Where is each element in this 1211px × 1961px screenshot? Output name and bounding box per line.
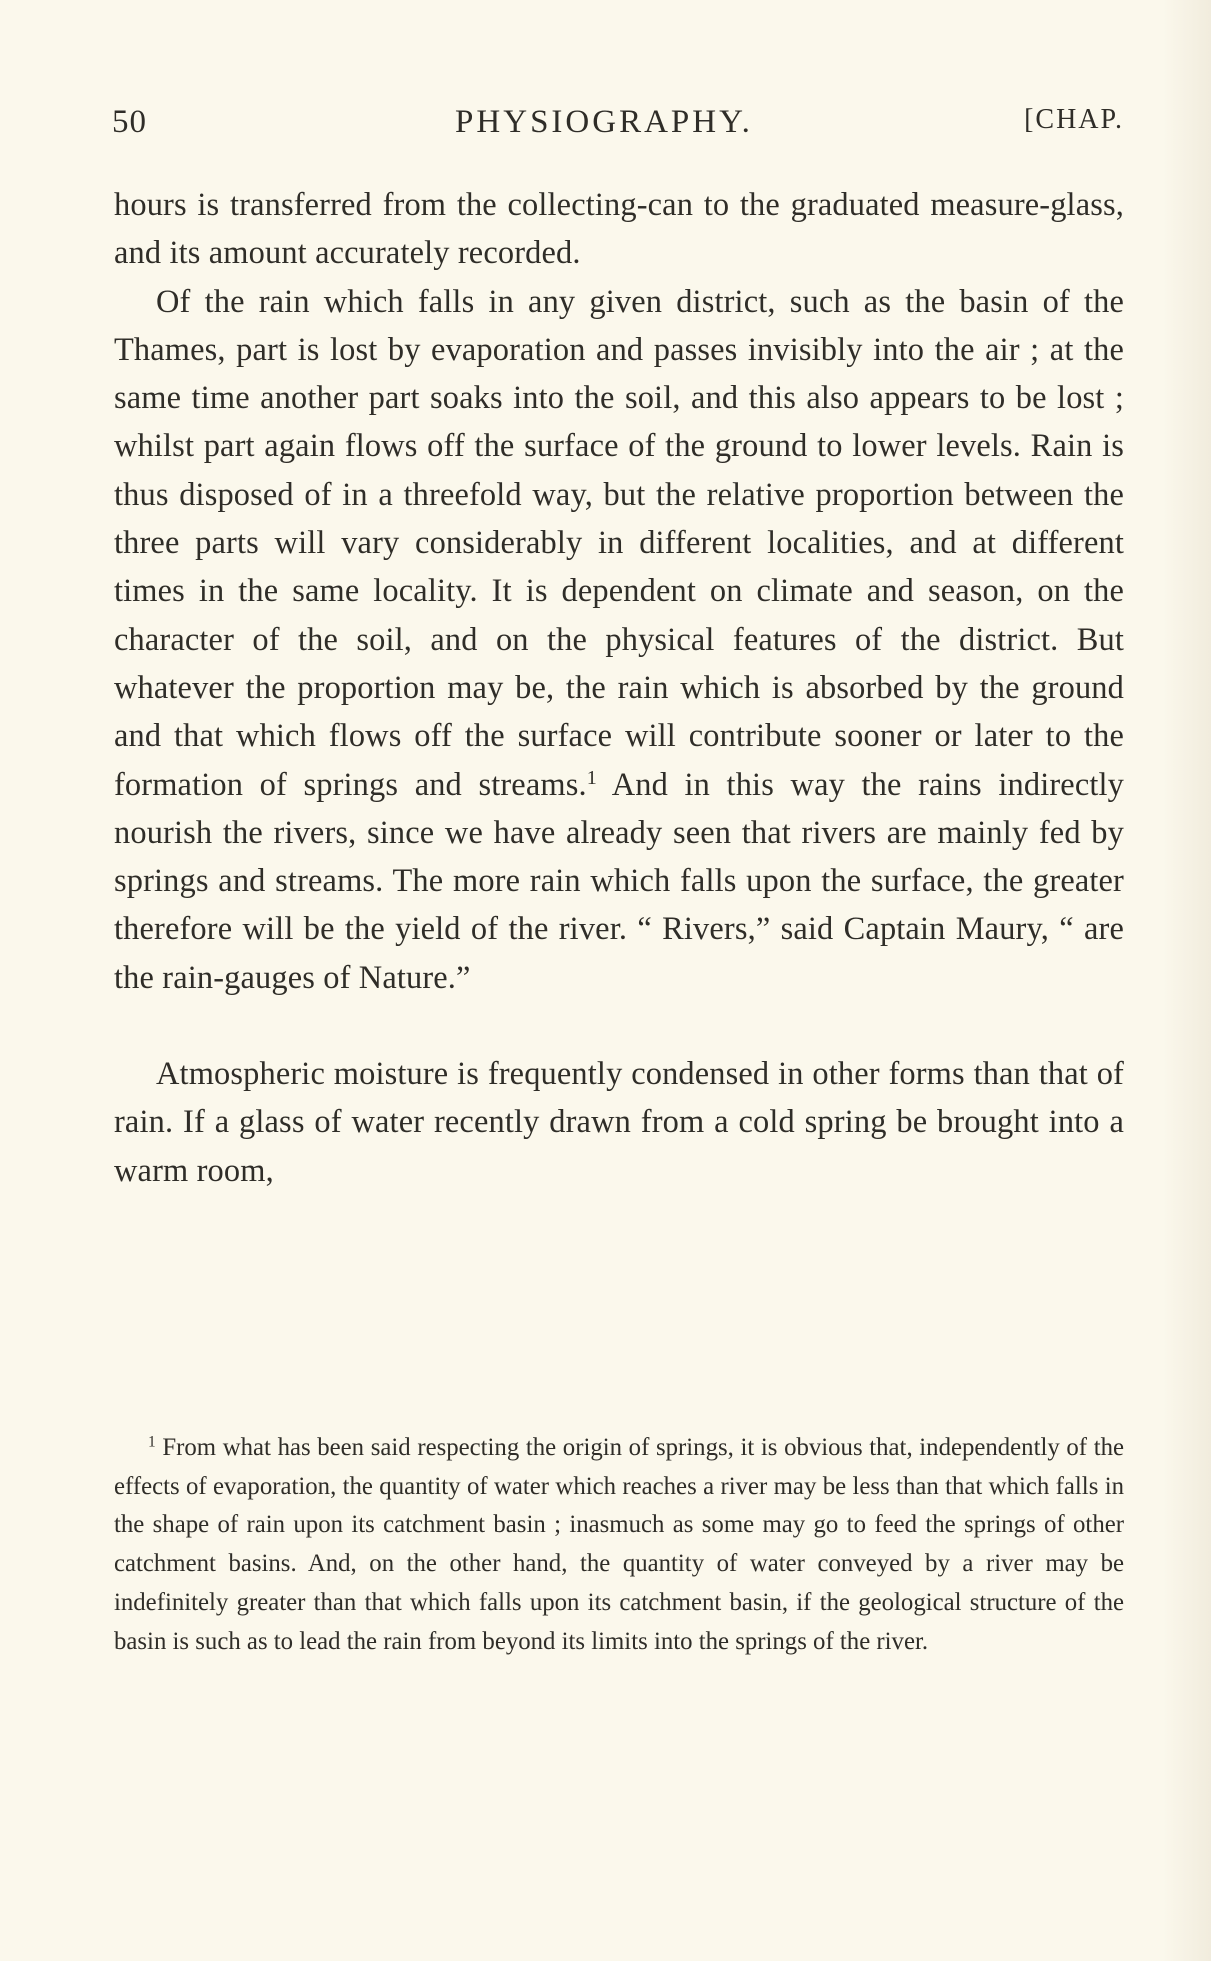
paragraph-text: Atmospheric moisture is frequently condensed in other forms than that of rain. If a glass of water recently drawn from a cold spring be brought into a warm room, (114, 1056, 1124, 1189)
page-number: 50 (112, 104, 147, 140)
paragraph-continued (114, 181, 1124, 278)
footnotes (114, 1429, 1124, 1661)
paragraph-rain-disposal (114, 278, 1124, 1002)
footnote (114, 1429, 1124, 1661)
chapter-mark: [CHAP. (1024, 104, 1124, 135)
main-text (114, 181, 1124, 1195)
footnote-text: From what has been said respecting the origin of springs, it is obvious that, independently of the effects of evaporation, the quantity of water which reaches a river may be less than that which falls in the shape of rain upon its catchment basin ; inasmuch as some may go to feed the springs of other catchment basins. And, on the other hand, the quantity of water conveyed by a river may be indefinitely greater than that which falls upon its catchment basin, if the geological structure of the basin is such as to lead the rain from beyond its limits into the springs of the river. (114, 1434, 1125, 1655)
paragraph-text: Of the rain which falls in any given district, such as the basin of the Thames, part is lost by evaporation and passes invisibly into the air ; at the same time another part soaks into the soil, and this also appears to be lost ; whilst part again flows off the surface of the ground to lower levels. Rain is thus disposed of in a threefold way, but the relative proportion between the three parts will vary considerably in different localities, and at different times in the same locality. It is dependent on climate and season, on the character of the soil, and on the physical features of the district. But whatever the proportion may be, the rain which is absorbed by the ground and that which flows off the surface will contribute sooner or later to the formation of springs and streams. (114, 283, 1124, 803)
footnote-marker: 1 (148, 1433, 156, 1451)
paragraph-atmospheric-moisture (114, 1050, 1124, 1195)
running-head (112, 96, 1124, 146)
footnote-reference[interactable]: 1 (586, 766, 597, 789)
paragraph-text: hours is transferred from the collecting-can to the graduated measure-glass, and its amount accurately recorded. (114, 187, 1124, 272)
paragraph-text-continued: And in this way the rains indirectly nourish the rivers, since we have already seen that rivers are mainly fed by springs and streams. The more rain which falls upon the surface, the greater therefore will be the yield of the river. “ Rivers,” said Captain Maury, “ are the rain-gauges of Nature.” (114, 766, 1124, 996)
running-title: PHYSIOGRAPHY. (455, 104, 753, 140)
